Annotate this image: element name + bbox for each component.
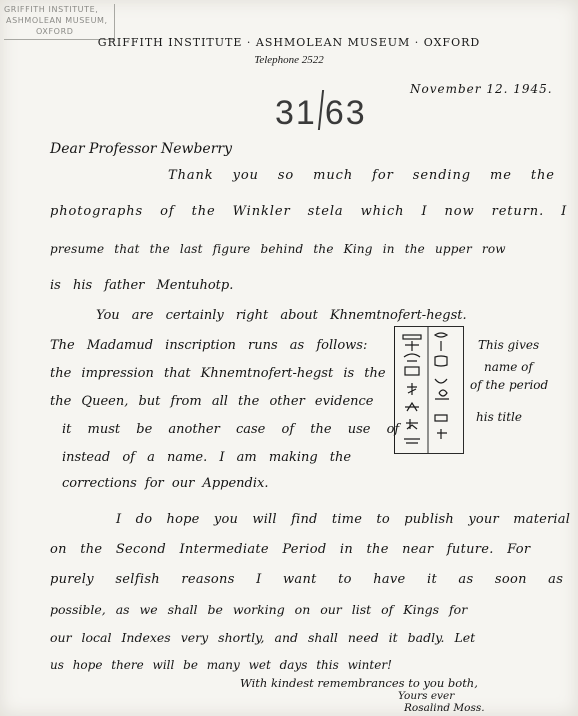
- salutation: Dear Professor Newberry: [50, 141, 233, 157]
- closing-remembrances: With kindest remembrances to you both,: [240, 676, 478, 690]
- hieroglyph-signs: [395, 327, 463, 453]
- letter-date: November 12. 1945.: [410, 82, 553, 96]
- body-line: the Queen, but from all the other evidence: [50, 394, 374, 409]
- letterhead-title: GRIFFITH INSTITUTE · ASHMOLEAN MUSEUM · OXFORD: [97, 36, 481, 49]
- body-line: photographs of the Winkler stela which I now return. I: [50, 204, 568, 219]
- body-line: instead of a name. I am making the: [62, 450, 352, 465]
- body-line: our local Indexes very shortly, and shall need it badly. Let: [50, 630, 476, 645]
- reference-number: [275, 90, 367, 133]
- stamp-line: GRIFFITH INSTITUTE,: [4, 5, 99, 14]
- body-line: purely selfish reasons I want to have it as soon as: [50, 572, 564, 587]
- reference-number-right: 63: [324, 94, 367, 132]
- body-line: possible, as we shall be working on our list of Kings for: [50, 602, 468, 617]
- body-line: You are certainly right about Khnemtnofert-hegst.: [96, 308, 467, 323]
- side-note-line: name of: [484, 360, 533, 374]
- closing-yours-ever: Yours ever: [398, 690, 455, 702]
- side-note-line: his title: [476, 410, 522, 424]
- body-line: The Madamud inscription runs as follows:: [50, 338, 368, 353]
- body-line: on the Second Intermediate Period in the near future. For: [50, 542, 531, 557]
- stamp-line: ASHMOLEAN MUSEUM,: [6, 16, 108, 25]
- body-line: presume that the last figure behind the King in the upper row: [50, 242, 506, 256]
- stamp-line: OXFORD: [36, 27, 74, 36]
- body-line: the impression that Khnemtnofert-hegst is the: [50, 366, 386, 381]
- body-line: I do hope you will find time to publish your material: [116, 512, 571, 527]
- body-line: us hope there will be many wet days this winter!: [50, 658, 392, 672]
- institute-stamp: [4, 4, 115, 40]
- letterhead-telephone: Telephone 2522: [254, 54, 324, 66]
- reference-number-left: 31: [275, 94, 317, 132]
- reference-slash: [318, 90, 324, 130]
- side-note-line: of the period: [470, 378, 549, 392]
- signature: Rosalind Moss.: [404, 702, 485, 714]
- hieroglyph-inscription: [394, 326, 464, 454]
- side-note-line: This gives: [478, 338, 540, 352]
- body-line: it must be another case of the use of: [62, 422, 400, 437]
- body-line: Thank you so much for sending me the: [168, 168, 555, 183]
- body-line: corrections for our Appendix.: [62, 476, 269, 491]
- body-line: is his father Mentuhotp.: [50, 278, 234, 293]
